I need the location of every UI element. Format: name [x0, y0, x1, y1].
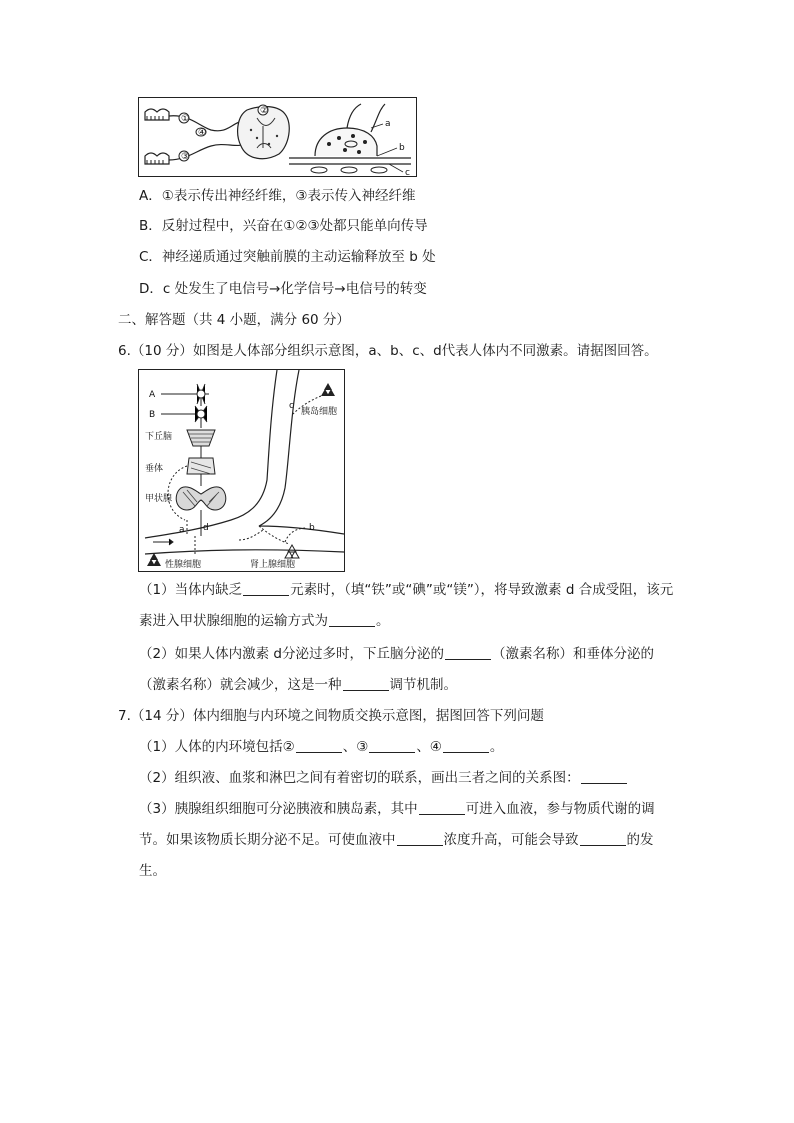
label-adrenal: 肾上腺细胞 — [250, 560, 296, 570]
label-gonad: 性腺细胞 — [165, 560, 202, 570]
label-thyroid: 甲状腺 — [145, 494, 173, 504]
q6-part1-line1 — [139, 581, 673, 599]
q7-blank-4[interactable] — [581, 771, 627, 784]
q6-blank-2[interactable] — [329, 614, 375, 627]
q6-part2-line1 — [139, 645, 654, 663]
q6-p1-text-d: 。 — [376, 613, 390, 629]
label-c-hormone: c — [289, 401, 294, 411]
q6-p2-text-b: （激素名称）和垂体分泌的 — [491, 646, 654, 662]
endocrine-figure — [138, 369, 345, 572]
q7-p3-text-b: 可进入血液，参与物质代谢的调 — [465, 801, 655, 817]
section-heading: 二、解答题（共 4 小题，满分 60 分） — [118, 312, 350, 328]
q7-blank-5[interactable] — [419, 802, 465, 815]
reflex-arc-figure — [138, 97, 417, 177]
q6-part2-line2 — [139, 676, 457, 694]
q6-blank-1[interactable] — [243, 583, 289, 596]
q7-part3-line3: 生。 — [139, 863, 166, 879]
q7-part2 — [139, 769, 628, 787]
q7-p3-text-d: 浓度升高，可能会导致 — [443, 832, 579, 848]
label-b: b — [399, 143, 405, 153]
q7-p1-text-b: 、③ — [342, 739, 369, 755]
q7-p3-text-e: 的发 — [626, 832, 654, 848]
label-pituitary: 垂体 — [145, 464, 164, 474]
label-3: ③ — [181, 152, 190, 162]
q7-p3-text-c: 节。如果该物质长期分泌不足。可使血液中 — [139, 832, 396, 848]
label-d: d — [203, 523, 209, 533]
q7-part1 — [139, 738, 503, 756]
q7-blank-7[interactable] — [580, 833, 626, 846]
q6-p1-text-b: 元素时，（填“铁”或“碘”或“镁”），将导致激素 d 合成受阻，该元 — [290, 582, 674, 598]
label-B: B — [149, 410, 156, 420]
q7-part3-line1 — [139, 800, 655, 818]
q6-stem: 6.（10 分）如图是人体部分组织示意图，a、b、c、d代表人体内不同激素。请据图回答。 — [118, 343, 658, 359]
q5-option-d: D．c 处发生了电信号→化学信号→电信号的转变 — [139, 281, 427, 297]
label-a: a — [385, 119, 391, 129]
q6-p2-text-c: （激素名称）就会减少，这是一种 — [139, 677, 342, 693]
q7-blank-2[interactable] — [369, 740, 415, 753]
label-4: ④ — [198, 128, 207, 138]
q7-blank-6[interactable] — [397, 833, 443, 846]
label-b-hormone: b — [309, 523, 315, 533]
label-a-hormone: a — [179, 525, 185, 535]
q5-option-c: C．神经递质通过突触前膜的主动运输释放至 b 处 — [139, 249, 436, 265]
q5-option-b: B．反射过程中，兴奋在①②③处都只能单向传导 — [139, 218, 428, 234]
label-A: A — [149, 390, 156, 400]
q7-blank-1[interactable] — [296, 740, 342, 753]
q6-part1-line2 — [139, 612, 390, 630]
label-1: ① — [181, 114, 190, 124]
label-hypothalamus: 下丘脑 — [145, 432, 173, 442]
q6-p2-text-d: 调节机制。 — [389, 677, 457, 693]
q6-p2-text-a: （2）如果人体内激素 d分泌过多时，下丘脑分泌的 — [139, 646, 444, 662]
label-islet: 胰岛细胞 — [301, 407, 338, 417]
q7-p1-text-c: 、④ — [416, 739, 442, 755]
q6-p1-text-a: （1）当体内缺乏 — [139, 582, 243, 598]
q6-p1-text-c: 素进入甲状腺细胞的运输方式为 — [139, 613, 328, 629]
q7-p3-text-a: （3）胰腺组织细胞可分泌胰液和胰岛素，其中 — [139, 801, 418, 817]
q6-blank-4[interactable] — [343, 678, 389, 691]
q7-blank-3[interactable] — [443, 740, 489, 753]
q7-part3-line2 — [139, 831, 654, 849]
endocrine-diagram — [139, 370, 344, 571]
q7-p1-text-d: 。 — [489, 739, 504, 755]
q7-stem: 7.（14 分）体内细胞与内环境之间物质交换示意图，据图回答下列问题 — [118, 708, 544, 724]
label-c: c — [405, 168, 410, 176]
q5-option-a: A．①表示传出神经纤维，③表示传入神经纤维 — [139, 188, 416, 204]
reflex-arc-diagram — [139, 98, 416, 176]
label-2: ② — [260, 106, 269, 116]
q6-blank-3[interactable] — [445, 647, 491, 660]
q7-p1-text-a: （1）人体的内环境包括② — [139, 739, 295, 755]
q7-p2-text: （2）组织液、血浆和淋巴之间有着密切的联系，画出三者之间的关系图： — [139, 770, 580, 786]
